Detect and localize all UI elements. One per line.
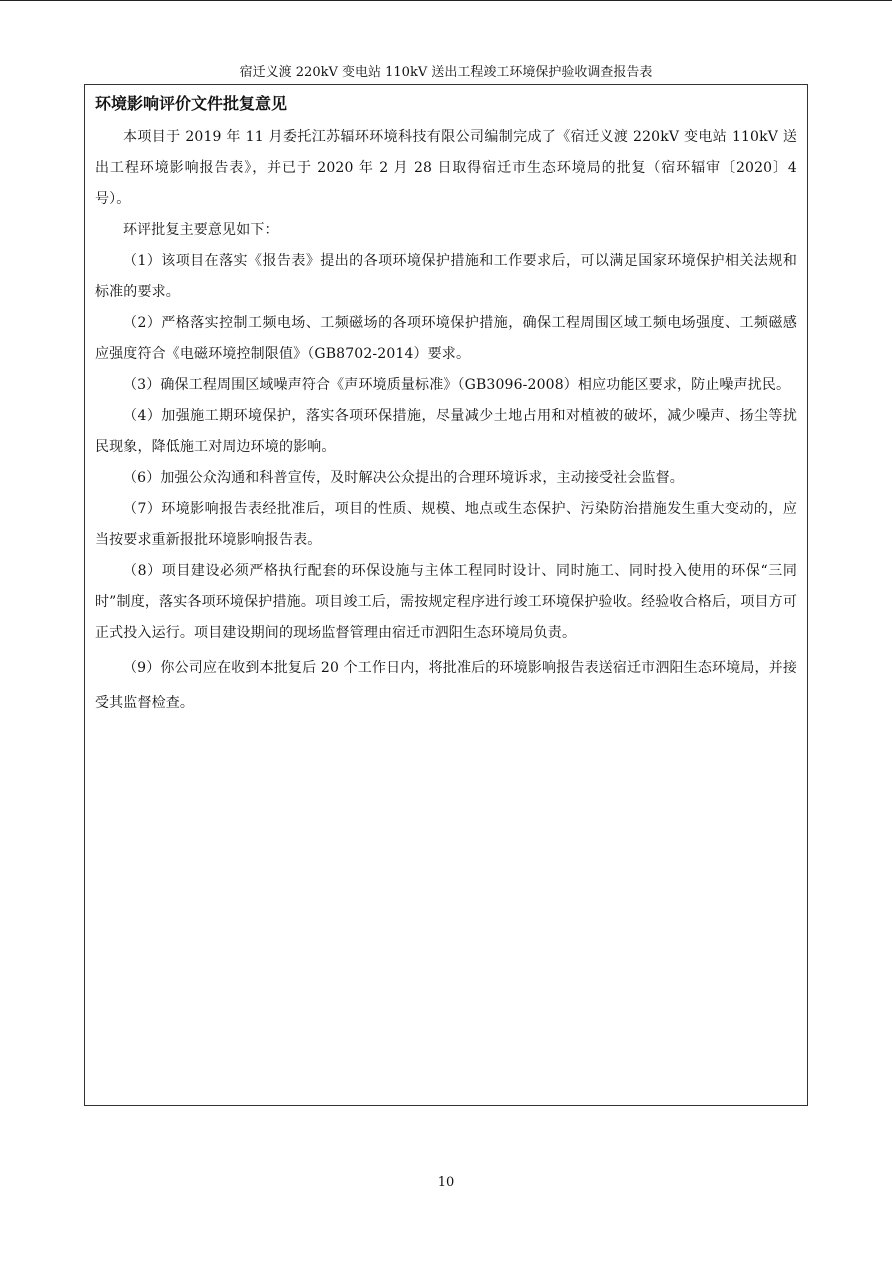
- opinion-item-2: （2）严格落实控制工频电场、工频磁场的各项环境保护措施，确保工程周围区域工频电场强度、工频磁感应强度符合《电磁环境控制限值》（GB8702-2014）要求。: [95, 315, 797, 362]
- section-body: [95, 122, 797, 721]
- section-title: 环境影响评价文件批复意见: [95, 94, 288, 113]
- opinion-item-4: （4）加强施工期环境保护，落实各项环保措施，尽量减少土地占用和对植被的破坏，减少噪声、扬尘等扰民现象，降低施工对周边环境的影响。: [95, 408, 797, 455]
- opinions-lead-paragraph: 环评批复主要意见如下：: [123, 222, 279, 238]
- approval-opinion-table: [84, 85, 808, 1106]
- running-header: 宿迁义渡 220kV 变电站 110kV 送出工程竣工环境保护验收调查报告表: [239, 65, 653, 80]
- intro-paragraph: 本项目于 2019 年 11 月委托江苏辐环环境科技有限公司编制完成了《宿迁义渡 220kV 变电站 110kV 送出工程环境影响报告表》，并已于 2020 年 2 月 28 日取得宿迁市生态环境局的批复（宿环辐审〔2020〕4 号）。: [95, 129, 797, 207]
- opinion-item-3: （3）确保工程周围区域噪声符合《声环境质量标准》（GB3096-2008）相应功能区要求，防止噪声扰民。: [123, 377, 791, 393]
- page-top-border: [0, 0, 892, 1]
- opinion-item-9: （9）你公司应在收到本批复后 20 个工作日内，将批准后的环境影响报告表送宿迁市泗阳生态环境局，并接受其监督检查。: [95, 660, 797, 711]
- opinion-item-8: （8）项目建设必须严格执行配套的环保设施与主体工程同时设计、同时施工、同时投入使用的环保“三同时”制度，落实各项环境保护措施。项目竣工后，需按规定程序进行竣工环境保护验收。经验收合格后，项目方可正式投入运行。项目建设期间的现场监督管理由宿迁市泗阳生态环境局负责。: [95, 563, 797, 641]
- opinion-item-1: （1）该项目在落实《报告表》提出的各项环境保护措施和工作要求后，可以满足国家环境保护相关法规和标准的要求。: [95, 253, 797, 300]
- opinion-item-7: （7）环境影响报告表经批准后，项目的性质、规模、地点或生态保护、污染防治措施发生重大变动的，应当按要求重新报批环境影响报告表。: [95, 501, 797, 548]
- opinion-item-6: （6）加强公众沟通和科普宣传，及时解决公众提出的合理环境诉求，主动接受社会监督。: [123, 470, 684, 486]
- page-number: 10: [437, 1175, 455, 1190]
